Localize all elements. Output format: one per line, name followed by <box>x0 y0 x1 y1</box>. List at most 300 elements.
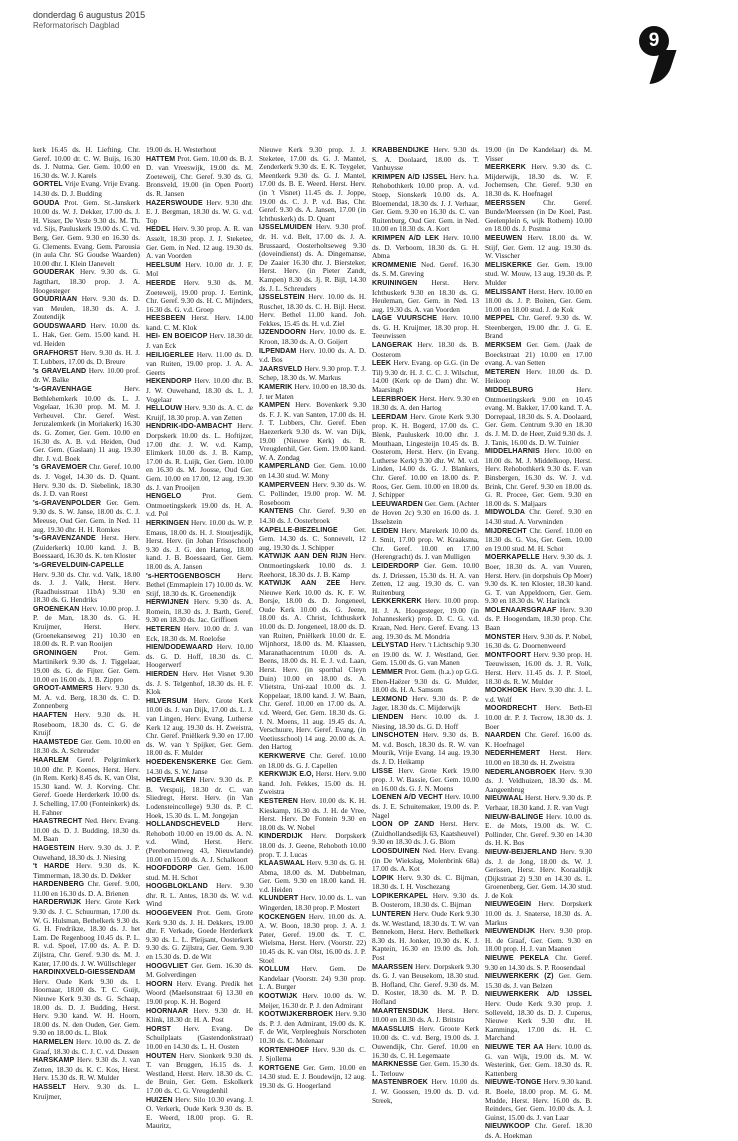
service-details: Herv. 10.00 prop. H. J. A. Hoogesteger, 19.00 (in Johanneskerk) prop. D. C. G. v.d. Kraan, Ned. Herv. Geref. Evang. 13 aug. 19.30 ds. M. Mondria <box>372 596 480 641</box>
service-entry <box>146 519 253 572</box>
place-name: KRABBENDIJKE <box>372 147 429 154</box>
place-name: HEERDE <box>146 279 176 287</box>
service-entry <box>33 605 140 649</box>
service-details: Herv. Oude Kerk 9.30 ds. W. Westland, 18.30 ds. T. W. van Bennekom, Herst. Herv. Bethelkerk 8.30 ds. H. Jonker, 10.30 ds. K. J. Kaptein, 16.30 en 19.00 ds. Joh. Post <box>372 909 479 963</box>
publication-name: Reformatorisch Dagblad <box>33 21 120 30</box>
place-name: JAARSVELD <box>259 365 303 373</box>
place-name: MIDDELHARNIS <box>485 448 540 456</box>
place-name: KOLLUM <box>259 966 290 974</box>
place-name: LEEUWARDEN <box>372 500 423 508</box>
service-entry <box>485 261 592 288</box>
service-details: Herv. 't Lichtschip 9.30 en 19.00 ds. W. J. Westland, Ger. Gem. 15.00 ds. G. van Manen <box>372 640 479 668</box>
place-name: LOENEN A/D VECHT <box>372 794 443 802</box>
service-entry <box>485 972 592 990</box>
service-entry <box>485 794 592 812</box>
place-name: 's GRAVELAND <box>33 367 87 375</box>
service-entry <box>372 731 479 766</box>
place-name: GROOT-AMMERS <box>33 685 93 693</box>
service-details: Herv. 18.30 dr. J. van Eck <box>146 331 253 351</box>
place-name: HOOGEVEEN <box>146 910 193 918</box>
place-name: NIEUW-BALINGE <box>485 813 544 821</box>
service-entry <box>372 314 479 341</box>
place-name: KORTGENE <box>259 1064 300 1072</box>
service-details: Herv. 9.30 ds. A. Romein, 18.30 ds. J. Barth, Geref. 9.30 en 18.30 ds. Jac. Griffioen <box>146 597 253 625</box>
place-name: IJSSELMUIDEN <box>259 224 312 232</box>
service-details: Ger. Gem. 16.00 stud. M. H. Schot <box>146 863 254 882</box>
service-entry <box>372 668 479 695</box>
service-entry <box>146 1025 253 1052</box>
service-details: Herv. 10.00 ds. W. Meijer, 16.30 dr. P. J. den Admirant <box>259 991 366 1010</box>
service-entry <box>33 684 140 711</box>
service-entry <box>485 1122 592 1140</box>
service-entry <box>33 880 140 898</box>
place-name: KAMERIK <box>259 384 293 392</box>
service-entry <box>485 731 592 749</box>
page-number-badge: 9 <box>639 26 669 56</box>
place-name: LUNTEREN <box>372 911 411 919</box>
place-name: MARKNESSE <box>372 1061 418 1069</box>
service-entry <box>259 797 366 832</box>
service-details: Herv. Gem. De Kandelaar (Voorstr. 24) 9.30 prop. L. A. Burger <box>259 964 366 992</box>
service-details: Chr. Geref. 10.00 ds. J. Vogel, 14.30 ds. D. Quant. Herv. 9.30 ds. D. Siebelink, 18.30 ds. J. D. van Roest <box>33 462 141 499</box>
service-entry <box>372 261 479 279</box>
service-entry <box>485 633 592 651</box>
service-details: Herv. 9.30 ds. M. A. v.d. Berg, 18.30 ds. C. D. Zonnenberg <box>33 683 141 711</box>
place-name: HEDEL <box>146 226 171 234</box>
service-details: Herv. 9.30 prop. H. de Graaf, Ger. Gem. 9.30 en 18.00 prop. H. J. van Maanen <box>485 926 592 954</box>
service-entry <box>485 314 592 341</box>
service-entry <box>372 793 479 820</box>
service-entry <box>485 1078 592 1122</box>
place-name: METEREN <box>485 368 520 376</box>
service-details: Herv. Oude Kerk 9.30 prop. J. Solleveld, 18.30 ds. D. J. Cuperus, Nieuwe Kerk 9.30 dhr. H. Kamminga, 17.00 ds. H. C. Marchand <box>485 999 592 1043</box>
service-details: Herv. 9.30 ds. P. de Jager, 18.30 ds. C. Mijderwijk <box>372 693 479 713</box>
service-entry <box>33 738 140 756</box>
place-name: MASTENBROEK <box>372 1079 428 1087</box>
service-details: Prot. Gem. (h.a.) op G.G. Eben-Haëzer 9.30 ds. G. Mulder, 18.00 ds. H. A. Samsom <box>372 667 479 695</box>
service-entry <box>372 562 479 597</box>
place-name: 's GRAVEMOER <box>33 464 88 472</box>
service-entry <box>146 377 253 404</box>
place-name: KRUININGEN <box>372 279 418 287</box>
service-entry <box>372 1078 479 1105</box>
place-name: LEERBROEK <box>372 395 417 403</box>
service-details: Herv. 9.30 ds. L. Kruijmer, <box>33 1081 140 1101</box>
service-details: Herv. 10.00 prop. J. P. de Man, 18.30 ds. G. H. Kruijmer, Herst. Herv. (Groenekanseweg 21) 10.30 en 18.00 ds. R. P. van Rooijen <box>33 603 140 649</box>
service-entry <box>33 862 140 880</box>
service-details: Ger. Gem. 16.30 ds. M. Golverdingen <box>146 960 254 980</box>
service-entry <box>146 598 253 625</box>
service-details: Herv. 9.30 ds. C. J. Sjollema <box>259 1044 366 1064</box>
service-details: Ger. Gem. 10.00 en 14.30 stud. E. J. Boudewijn, 12 aug. 19.30 ds. G. Hoogerland <box>259 1062 366 1090</box>
place-name: NEDERHEMERT <box>485 750 541 758</box>
place-name: KAMPERVEEN <box>259 481 310 489</box>
service-details: 19.00 ds. H. Westerhout <box>146 145 217 154</box>
place-name: LEMMER <box>372 669 403 677</box>
service-details: Herv. 9.30 ds. C. Mijderwijk, 18.30 ds. W. F. Jochemsen, Chr. Geref. 9.30 en 18.30 ds. K. Hoefnagel <box>485 162 592 198</box>
place-name: KOOTWIJK <box>259 993 298 1000</box>
service-entry <box>372 279 479 314</box>
place-name: HARDINXVELD-GIESSENDAM <box>33 969 136 977</box>
place-name: 't HARDE <box>33 863 70 871</box>
place-name: KRIMPEN A/D IJSSEL <box>372 173 448 181</box>
place-name: LELYSTAD <box>372 642 409 650</box>
place-name: LAGE VUURSCHE <box>372 315 437 323</box>
service-details: Ned. Herv. Evang. (in De Wiekslag, Molenbrink 68a) 17.00 ds. A. Kot <box>372 845 479 874</box>
place-name: HARSKAMP <box>33 1057 75 1065</box>
service-details: Herv. 9.30 ds. G. Jagtthart, 18.30 prop. J. A. Hoogesteger <box>33 267 140 295</box>
service-details: Herv. 10.00 ds. Z. de Graaf, 18.30 ds. C. J. C. v.d. Dussen <box>33 1036 140 1056</box>
service-entry <box>485 1043 592 1078</box>
service-details: Herv. 10.00 ds. J. W. Goossen, 19.00 ds. D. v.d. Streek, <box>372 1077 479 1105</box>
service-entry <box>146 980 253 1007</box>
place-name: HENDRIK-IDO-AMBACHT <box>146 423 233 431</box>
service-details: Chr. Geref. 10.00 en 18.00 ds. G. J. Capellen <box>259 750 366 770</box>
service-details: Herv. Dorpskerk 10.00 ds. J. Snaterse, 18.30 ds. A. Markus <box>485 899 592 927</box>
service-entry <box>485 686 592 704</box>
service-details: Ned. Herv. Evang. 10.00 ds. D. J. Budding, 18.30 ds. M. Baan <box>33 816 140 844</box>
place-name: HILVERSUM <box>146 697 188 705</box>
service-entry <box>33 199 140 269</box>
service-details: Herv. 9.30 ds. G. H. Abma, 18.00 ds. M. Dubbelman, Ger. Gem. 9.30 en 18.00 kand. H. v.d. Heiden <box>259 858 366 894</box>
service-details: Herv. Grote Kerk 19.00 prop. J. W. Bassie, Ger. Gem. 10.00 en 16.00 ds. G. J. N. Moens <box>372 765 480 793</box>
church-services-listing <box>33 145 705 1140</box>
service-details: Herv. 9.30 prop. T. J. Schep, 18.30 ds. W. Markus <box>259 363 366 383</box>
service-entry <box>485 508 592 526</box>
issue-date: donderdag 6 augustus 2015 <box>33 10 146 20</box>
service-details: Ger. Gem. 10.00 en 14.30 stud. W. Mony <box>259 461 366 480</box>
service-details: Herv. Dorpskerk 18.00 ds. J. Geene, Rehoboth 10.00 prop. T. J. Lucas <box>259 831 366 859</box>
place-name: MONSTER <box>485 633 521 641</box>
service-details: Herv. 9.30 ds. P. J. den Admirant, 19.00 ds. K. F. de Wit, Verpleeghuis Norschoten 10.30 ds. C. Molenaar <box>259 1009 366 1045</box>
place-name: KAMPERLAND <box>259 463 310 471</box>
service-details: Herv. Sionkerk 9.30 ds. T. van Bruggen, 16.15 ds. J. Westland, Herst. Herv. 18.30 ds. C. de Bruin, Ger. Gem. Eskolkerk 17.00 ds. C. G. Vreugdenhil <box>146 1050 253 1095</box>
place-name: MEEUWEN <box>485 234 523 242</box>
place-name: KATWIJK AAN ZEE <box>259 580 341 588</box>
service-details: Herv. 9.30 ds. M. Zoeteweij, 19.00 prop. J. Eertink, Chr. Geref. 9.30 ds. H. C. Mijnders, 16.30 ds. G. v.d. Groep <box>146 277 253 314</box>
service-details: Herv. Evang. op G.G. (in De Til) 9.30 dr. H. J. C. C. J. Wilschut, 14.00 (Kerk op de Dam) dhr. W. Maarsingh <box>372 358 480 395</box>
place-name: HETEREN <box>146 626 181 634</box>
place-name: HOLLANDSCHEVELD <box>146 821 220 829</box>
service-details: Herst. Herv. 9.30 ds. P. Verhaar, 18.30 kand. J. R. van Vugt <box>485 793 592 812</box>
service-entry <box>146 351 253 378</box>
service-entry <box>33 711 140 738</box>
service-entry <box>259 462 366 480</box>
service-details: Geref. Pelgrimkerk 10.00 dhr. P. Koenes, Herst. Herv. (in Rem. Kerk) 8.45 ds. K. van Olst, 15.30 kand. W. J. Korving. Chr. Geref. Goede Herderkerk 10.00 ds. J. Schelling, 17.00 (Fonteinkerk) ds. H. Fahner <box>33 754 141 817</box>
service-entry <box>259 1046 366 1064</box>
place-name: MONTFOORT <box>485 651 532 659</box>
service-details: Herv. 10.00 ds. J. E. Schuitemaker, 19.00 ds. P. Nagel <box>372 792 479 820</box>
service-entry <box>146 625 253 643</box>
place-name: KROMMENIE <box>372 261 417 269</box>
place-name: KERKWERVE <box>259 752 306 760</box>
place-name: HARMELEN <box>33 1038 74 1046</box>
service-details: Herv. 18.00 ds. W. Stijf, Ger. Gem. 12 aug. 19.30 ds. W. Visscher <box>485 232 592 261</box>
place-name: LEERDAM <box>372 413 408 421</box>
service-details: Herv. h.a. Rehobothkerk 10.00 prop. A. v.d. Stoep, Sionskerk 10.00 ds. A. Bloemendal, 18.30 ds. J. J. Verhaar, Ger. Gem. 9.30 en 16.30 ds. C. van Ruitenburg, Oud Ger. Gem. in Ned. 10.00 en 18.30 ds. A. Kort <box>372 171 480 234</box>
service-details: Herv. Dorpskerk 9.30 ds. G. J. van Beusekom, 18.30 stud. B. Hofland, Chr. Geref. 9.30 ds. M. D. Koster, 18.30 ds. M. P. D. Hofland <box>372 961 479 1006</box>
service-details: Herv. Het Visnet 9.30 ds. J. S. Telgenhof, 18.30 ds. H. F. Klok <box>146 669 253 697</box>
service-details: Herv. 9.30 ds. C. Bijman, 18.30 ds. I. H. Voschezang <box>372 872 479 892</box>
place-name: KESTEREN <box>259 797 298 805</box>
service-entry <box>372 1007 479 1025</box>
place-name: KRIMPEN A/D LEK <box>372 234 440 242</box>
service-details: Chr. Geref. 9.30 ds. W. Steenbergen, 19.00 dhr. J. G. E. Brand <box>485 313 592 341</box>
service-entry <box>372 395 479 413</box>
service-details: Herv. 9.30 ds. J. Boer, 18.30 ds. A. van Vuuren, Herst. Herv. (in dorpshuis Op Moer) 9.30 ds. K. ten Kloster, 18.30 kand. G. T. van Appeldoorn, Ger. Gem. 9.30 en 18.30 ds. W. Harinck <box>485 552 593 606</box>
service-details: Herv. 9.30 ds. P. Nobel, 16.30 ds. G. Doornenweerd <box>485 631 593 651</box>
service-entry <box>372 1060 479 1078</box>
service-details: Herv. 9.30 ds. H. Roseboom, 18.30 ds. C. G. de Kruijf <box>33 710 140 738</box>
service-details: Herv. 11.00 ds. D. van Ruiten, 19.00 prop. J. A. A. Geerts <box>146 349 253 377</box>
place-name: KOCKENGEN <box>259 913 306 921</box>
service-entry <box>146 314 253 332</box>
place-name: MEERSSEN <box>485 199 526 207</box>
service-details: Ger. Gem. 14.30 ds. C. Sonnevelt, 12 aug. 19.30 ds. J. Schipper <box>259 524 366 552</box>
service-entry <box>259 293 366 328</box>
service-details: Herv. Bovenkerk 9.30 ds. F. J. K. van Santen, 17.00 ds. H. J. T. Lubbers, Chr. Geref. Eben Haezerkerk 9.30 ds. W. van Dijk, 19.00 (Nieuwe Kerk) ds. R. Vreugdenhil, Ger. Gem. 19.00 kand. W. A. Zondag <box>259 400 367 462</box>
service-details: Herv. 9.30 prof. dr. H. v.d. Belt, 17.00 ds. J. A. Brussaard, Oosterholtseweg 9.30 (doveindienst) ds. A. Dingemanse, De Zaaier 16.30 dhr. J. Biersteker, Herst. Herv. (in Pieter Zandt, Kampen) 8.30 ds. Jj. R. Bijl, 14.30 ds. J. L. Schreuders <box>259 222 366 293</box>
service-entry <box>485 234 592 261</box>
service-entry <box>259 507 366 525</box>
service-entry <box>33 295 140 322</box>
service-entry <box>485 900 592 927</box>
service-details: Herv. 10.00 en 18.00 ds. M. J. Middelkoop, Herst. Herv. Rehobothkerk 9.30 ds. F. van Binsbergen, 16.30 ds. W. J. v.d. Brink, Chr. Geref. 9.30 en 18.00 ds. G. R. Procee, Ger. Gem. 9.30 en 18.00 ds. S. Maljaars <box>485 446 592 508</box>
service-entry <box>146 1007 253 1025</box>
place-name: NIEUWERKERK (Z) <box>485 973 554 981</box>
place-name: HELLOUW <box>146 405 183 413</box>
service-entry <box>146 962 253 980</box>
service-details: 19.00 (in De Kandelaar) ds. M. Visser <box>485 145 592 163</box>
service-details: Herv. 9.30 ds. D. van Meulen, 18.30 ds. A. J. Zoutendijk <box>33 294 140 322</box>
service-entry <box>259 328 366 346</box>
service-details: Herv. 10.00 dhr. B. J. W. Ouwehand, 18.30 ds. L. J. Vogelaar <box>146 376 253 404</box>
service-entry <box>259 770 366 797</box>
place-name: ILPENDAM <box>259 347 297 355</box>
place-name: GROENEKAN <box>33 605 80 613</box>
service-entry <box>146 155 253 199</box>
service-entry <box>146 572 253 599</box>
service-entry <box>146 820 253 864</box>
service-details: Chr. Geref. Bunde/Meerssen (in De Koel, Past. Geelenplein 6, wijk Rothem) 10.00 en 18.00 ds. J. Postma <box>485 197 593 234</box>
listing-column <box>598 146 705 1058</box>
service-entry <box>146 422 253 492</box>
place-name: NIEUWE-TONGE <box>485 1079 542 1087</box>
service-details: Herv. Silo 10.30 evang. J. O. Verkerk, Oude Kerk 9.30 ds. B. E. Weerd, 18.00 prop. G. R. Mauritz, <box>146 1094 253 1131</box>
service-entry <box>33 898 140 968</box>
service-details: Herv. Beth-El 10.00 dr. P. J. Tecrow, 18.30 ds. J. Boer <box>485 703 592 731</box>
place-name: HEI- EN BOEICOP <box>146 333 208 341</box>
place-name: HORST <box>146 1025 171 1033</box>
service-details: Herv. 9.30 ds. S. A. Doolaard, 18.00 ds. T. Vanhuysse <box>372 145 480 173</box>
place-name: KAMPEN <box>259 402 290 410</box>
service-details: Herv. 9.30 ds. Chr. v.d. Valk, 18.00 ds. J. J. Valk, Herst. Herv. (Raadhuisstraat 11bA) 9.30 en 18.30 ds. G. Hendriks <box>33 569 140 605</box>
service-details: Herv. 10.00 prof. dr. W. Balke <box>33 365 140 385</box>
service-details: Herv. 9.30 ds. P. B. Verspuij, 18.30 dr. C. van Sliedregt, Herst. Herv. (in Van Lodensteincollege) 9.30 ds. P. C. Hoek, 15.30 ds. L. M. Jongejan <box>146 775 253 820</box>
place-name: GORTEL <box>33 181 63 189</box>
place-name: GRONINGEN <box>33 649 78 657</box>
place-name: NIEUWE PEKELA <box>485 955 549 963</box>
service-entry <box>33 499 140 534</box>
place-name: GOUDRIAAN <box>33 296 78 304</box>
service-details: Herv. Grote Kerk 9.30 ds. J. C. Schuurman, 17.00 ds. W. G. Hulsman, Bethelkerk 9.30 ds. G. H. Fredrikze, 18.30 ds. J. het Lam. De Regenboog 10.45 ds. P. L. R. v.d. Spoel, 17.00 ds. A. P. D. Zijlstra, Chr. Geref. 9.30 ds. M. J. Kater, 17.00 ds. J. W. Wüllschleger <box>33 897 140 968</box>
service-details: Herv. Rehoboth 10.00 en 19.00 ds. A. N. v.d. Wind, Herst. Herv. (Perebomenweg 43, Nieuwlande) 10.00 en 15.00 ds. A. J. Schalkoort <box>146 819 253 864</box>
service-entry <box>33 180 140 198</box>
service-details: Ger. Gem. 10.00 ds. J. Driessen, 15.30 ds. H. A. van Zetten, 12 aug. 19.30 ds. C. van Ruitenburg <box>372 560 480 597</box>
service-details: Chr. Geref. 9.30 en 14.30 stud. A. Vorwninden <box>485 507 592 526</box>
service-details: Herst. Herv. (Zuidhollandsedijk 63, Kaatsheuvel) 9.30 en 18.30 ds. J. G. Blom <box>372 819 480 847</box>
service-entry <box>259 146 366 223</box>
service-entry <box>33 367 140 385</box>
place-name: MOERKAPELLE <box>485 554 540 562</box>
service-entry <box>146 882 253 909</box>
service-entry <box>372 713 479 731</box>
place-name: 's-HERTOGENBOSCH <box>146 572 221 580</box>
service-details: Herv. 9.30 ds. B. M. v.d. Bosch, 18.30 ds. R. W. van Mourik, Vrije Evang. 14 aug. 19.30 ds. J. D. Heikamp <box>372 730 479 766</box>
place-name: GOUDA <box>33 199 60 207</box>
service-entry <box>485 606 592 633</box>
place-name: MIDWOLDA <box>485 509 526 517</box>
place-name: NIEUWEGEIN <box>485 901 532 909</box>
place-name: LEKKERKERK <box>372 598 422 606</box>
place-name: LINSCHOTEN <box>372 732 419 740</box>
service-details: Ger. Gem. 15.30 ds. J. van Belzen <box>485 971 592 990</box>
service-details: Prot. Gem. St.-Janskerk 10.00 ds. W. J. Dekker, 17.00 ds. J. H. Visser, De Veste 9.30 ds. M. Th. vd. Sijs, Pauluskerk 19.00 ds. C. vd. Berg, Ger. Gem. 9.30 en 16.30 ds. G. Clements. Evang. Gem. Parousia (in aula Chr. SG Goudse Waarden) 10.00 dhr. I. Klein IJanevelt <box>33 197 140 268</box>
place-name: HERWIJNEN <box>146 599 189 607</box>
place-name: NIEUWKOOP <box>485 1123 530 1131</box>
service-entry <box>33 534 140 561</box>
service-entry <box>259 347 366 365</box>
place-name: HOEVELAKEN <box>146 777 196 785</box>
service-details: Herv. 10.00 ds. D. Heikoop <box>485 366 592 386</box>
service-entry <box>146 643 253 670</box>
place-name: KLAASWAAL <box>259 860 305 868</box>
place-name: IJZENDOORN <box>259 329 306 337</box>
place-name: HARDENBERG <box>33 881 85 889</box>
service-entry <box>485 527 592 554</box>
service-entry <box>259 1010 366 1045</box>
service-entry <box>259 383 366 401</box>
service-details: Herst. Herv. Ichthuskerk 9.30 en 18.30 ds. G. Heuleman, Ger. Gem. in Ned. 13 aug. 19.30 ds. A. van Voorden <box>372 277 479 314</box>
service-entry <box>146 225 253 260</box>
service-entry <box>372 1025 479 1060</box>
place-name: HOUTEN <box>146 1052 177 1060</box>
place-name: HOORN <box>146 980 173 988</box>
service-entry <box>485 768 592 795</box>
place-name: NIEUWAAL <box>485 795 524 803</box>
service-details: Herv. Grote Kerk 9.30 prop. K. H. Bogerd, 17.00 ds. C. Blenk, Pauluskerk 10.00 dhr. J. Mouthaan, Lingesteijn 10.45 ds. B. Oosterom, Herst. Herv. (in Evang. Lutherse Kerk) 9.30 dhr. W. M. v.d. Linden, 14.00 ds. G. J. Blankers, Chr. Geref. 10.00 en 18.00 ds. P. Roos, Ger. Gem. 10.00 en 18.00 ds. J. Schipper <box>372 411 479 500</box>
service-details: Herv. 9.30 dr. H. Klink, 18.30 dr. H. A. Post <box>146 1005 253 1025</box>
service-entry <box>259 481 366 508</box>
place-name: GRAFHORST <box>33 349 79 357</box>
place-name: HUIZEN <box>146 1096 173 1104</box>
service-details: Herv. 10.00 ds. A. D. v.d. Bos <box>259 345 367 365</box>
place-name: HOOFDDORP <box>146 865 193 873</box>
place-name: KAPELLE-BIEZELINGE <box>259 526 338 534</box>
service-details: Ger. Gem. 9.30 ds. S. W. Janse, 18.00 ds. C. J. Meeuse, Oud Ger. Gem. in Ned. 11 aug. 19.30 dhr. H. H. Romkes <box>33 497 140 534</box>
service-entry <box>372 963 479 1007</box>
place-name: 's-GRAVENPOLDER <box>33 499 101 507</box>
service-details: Herv. Marekerk 10.00 ds. J. Smit, 17.00 prop. W. Kraaksma, Chr. Geref. 10.00 en 17.00 (Herengracht) ds. J. van Mulligen <box>372 525 479 562</box>
place-name: HOORNAAR <box>146 1007 189 1015</box>
listing-column <box>259 145 367 1090</box>
service-entry <box>33 844 140 862</box>
service-details: Prot. Gem. Ontmoetingskerk 19.00 ds. H. A. v.d. Pol <box>146 491 254 519</box>
place-name: MEPPEL <box>485 315 515 323</box>
place-name: GOUDERAK <box>33 269 75 277</box>
place-name: LANGERAK <box>372 342 413 350</box>
service-details: Herv. Oude Kerk 9.30 ds. I. Hoornaar, 18.00 ds. T. C. Guijt, Nieuwe Kerk 9.30 ds. G. Schaap, 18.00 ds. D. J. Budding, Herst. Herv. 9.30 kand. W. H. Hoorn, 18.00 ds. N. den Ouden, Ger. Gem. 9.30 en 18.00 ds. L. Blok <box>33 976 140 1038</box>
service-entry <box>485 341 592 368</box>
place-name: LEIDERDORP <box>372 562 419 570</box>
service-details: Prot. Gem. 10.00 ds. B. J. D. van Vreeswijk, 19.00 ds. M. Zoeteweij, Chr. Geref. 9.30 ds. G. Bronsveld, 19.00 (in Open Poort) ds. R. Jansen <box>146 153 254 198</box>
place-name: MELISKERKE <box>485 261 532 269</box>
place-name: LEXMOND <box>372 695 408 703</box>
service-entry <box>485 386 592 447</box>
service-entry <box>146 199 253 226</box>
place-name: KANTENS <box>259 508 294 516</box>
place-name: LIENDEN <box>372 714 404 721</box>
service-entry <box>485 288 592 315</box>
service-entry <box>372 359 479 394</box>
service-entry <box>259 913 366 966</box>
service-details: Herv. 10.00 ds. L. Hak, Ger. Gem. 15.00 kand. H. vd. Heiden <box>33 320 140 349</box>
service-entry <box>372 234 479 261</box>
place-name: HOOGBLOKLAND <box>146 883 208 891</box>
service-entry <box>33 1056 140 1083</box>
place-name: HAAMSTEDE <box>33 738 79 746</box>
service-entry <box>372 146 479 173</box>
place-name: MOORDRECHT <box>485 705 537 713</box>
service-details: Herv. Groote Kerk 10.00 ds. C. v.d. Berg, 19.00 ds. J. Ouwendijk, Chr. Geref. 10.00 en 16.30 ds. C. H. Legemaate <box>372 1023 480 1060</box>
service-details: Herv. Bethlehemkerk 10.00 ds. L. J. Vogelaar, 16.30 prop. M. M. J. Verheuvel. Chr. Geref. West. Jeruzalemkerk (in Moriakerk) 16.30 ds. G. Zomer, Ger. Gem. 10.00 en 16.30 ds. A. B. v.d. Heiden, Oud Ger. Gem. (Gaslaan) 11 aug. 19.30 dhr. J. v.d. Boek <box>33 384 140 463</box>
service-details: Ger. Gem. (Jaak de Boeckstraat 21) 10.00 en 17.00 evang. A. van Setten <box>485 340 592 368</box>
service-entry <box>485 651 592 686</box>
service-details: Chr. Geref. 16.00 ds. K. Hoefnagel <box>485 730 592 749</box>
place-name: HERKINGEN <box>146 519 189 527</box>
place-name: HENGELO <box>146 493 182 501</box>
place-name: HASSELT <box>33 1083 66 1091</box>
service-details: Herv. Bethel (Emmaplein 17) 10.00 ds. W. Stijf, 18.30 ds. K. Groenendijk <box>146 570 253 598</box>
service-details: Herv. 9.30 ds. J. van Zetten, 18.30 ds. K. C. Kos, Herst. Herv. 15.30 ds. R. W. Mulder <box>33 1055 141 1083</box>
place-name: HAAFTEN <box>33 712 68 719</box>
place-name: HEKENDORP <box>146 378 192 386</box>
service-entry <box>146 758 253 776</box>
service-details: Herst. Herv. 10.00 en 18.00 ds. J. P. Boiten, Ger. Gem. 10.00 en 18.00 stud. J. de Kok <box>485 286 592 314</box>
service-details: Herv. 9.30 ds. P. Hoogendam, 18.30 prop. Chr. Baan <box>485 604 593 633</box>
service-details: Herv. 10.00 ds. G. van Wijk, 19.00 ds. M. W. Westerink, Ger. Gem. 18.30 ds. R. Kattenberg <box>485 1041 592 1078</box>
service-details: Herv. 9.30 ds. H. J. T. Lubbers, 17.00 ds. D. Breure <box>33 347 141 367</box>
service-details: Chr. Geref. 9.00, 11.00 en 16.30 ds. D. A. Brienen <box>33 879 140 898</box>
service-entry <box>33 756 140 817</box>
service-details: Nieuwe Kerk 9.30 prop. J. J. Steketee, 17.00 ds. G. J. Mantel, Zenderkerk 9.30 ds. E. K. Teygeler, Meentkerk 9.30 ds. G. J. Mantel, 17.00 ds. B. E. Weerd. Herst. Herv. (in 't Visnet) 11.45 ds. J. Joppe, 19.00 ds. C. J. P. v.d. Bas, Chr. Geref. 9.30 ds. A. Jansen, 17.00 (in Ichthuskerk) ds. D. Quant <box>259 145 366 223</box>
service-entry <box>372 527 479 562</box>
service-entry <box>33 649 140 684</box>
service-details: Herv. 9.30 ds. K. Timmerman, 18.30 ds. D. Dekker <box>33 861 140 880</box>
service-entry <box>372 874 479 892</box>
service-entry <box>146 492 253 519</box>
service-entry <box>146 332 253 350</box>
service-details: Herv. 10.00 ds. J. Niesing, 18.30 ds. G. D. Hoff <box>372 712 479 731</box>
place-name: 's-GRAVENZANDE <box>33 535 96 543</box>
service-entry <box>33 817 140 844</box>
place-name: HIERDEN <box>146 671 179 679</box>
service-entry <box>146 279 253 314</box>
place-name: MEERKERK <box>485 164 526 172</box>
service-details: Herv. 9.30 ds. A. C. de Kruijf, 18.30 prop. A. van Zetten <box>146 403 253 422</box>
service-entry <box>259 832 366 859</box>
place-name: 's-GREVELDUIN-CAPELLE <box>33 561 124 569</box>
